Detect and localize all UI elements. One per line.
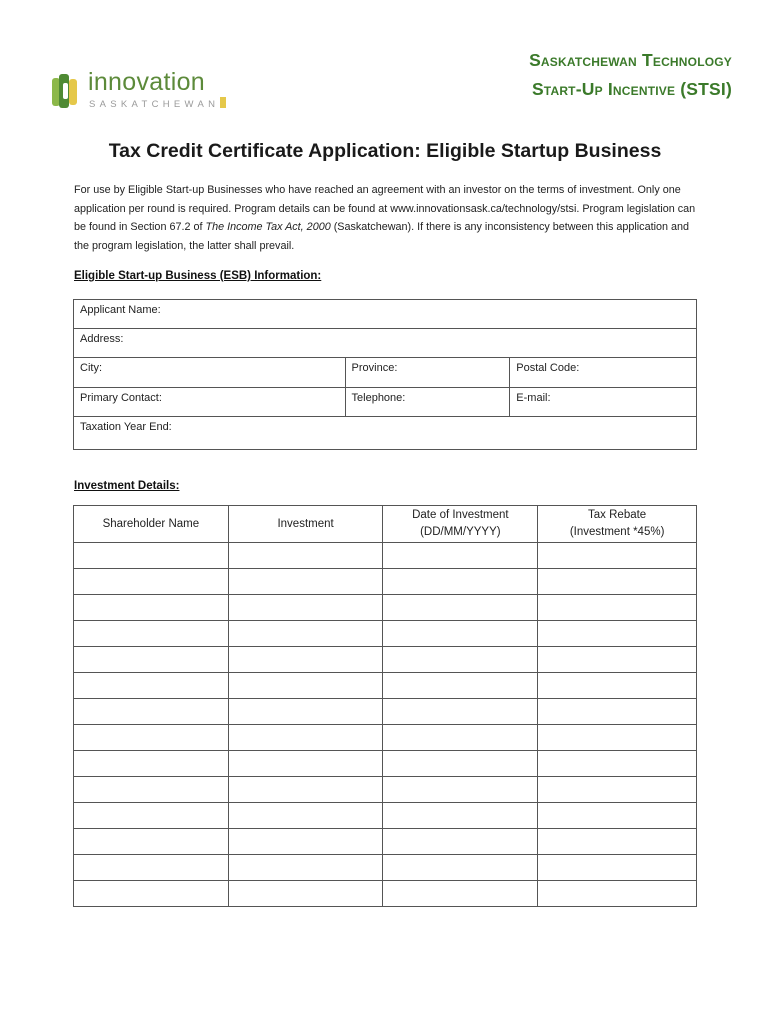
tax-rebate-cell[interactable]	[538, 881, 697, 907]
tax-rebate-cell[interactable]	[538, 829, 697, 855]
tax-rebate-cell[interactable]	[538, 595, 697, 621]
form-title: Tax Credit Certificate Application: Eligible Startup Business	[108, 140, 662, 162]
tax-rebate-cell[interactable]	[538, 543, 697, 569]
program-title	[529, 46, 732, 104]
shareholder-name-cell[interactable]	[74, 777, 229, 803]
investment-cell[interactable]	[228, 777, 383, 803]
applicant-name-field[interactable]: Applicant Name:	[74, 300, 697, 329]
investment-row	[74, 569, 697, 595]
investment-cell[interactable]	[228, 829, 383, 855]
shareholder-name-cell[interactable]	[74, 647, 229, 673]
investment-cell[interactable]	[228, 673, 383, 699]
tax-rebate-cell[interactable]	[538, 803, 697, 829]
shareholder-name-cell[interactable]	[74, 881, 229, 907]
tax-rebate-cell[interactable]	[538, 751, 697, 777]
postal-code-field[interactable]: Postal Code:	[510, 358, 697, 388]
col-investment: Investment	[228, 506, 383, 543]
email-field[interactable]: E-mail:	[510, 388, 697, 417]
intro-paragraph: For use by Eligible Start-up Businesses who have reached an agreement with an investor on the terms of investment. Only one application per round is required. Program details can be found at www.innovationsask.ca/technology/stsi. Program legislation can be found in Section 67.2 of The Income Tax Act, 2000 (Saskatchewan). If there is any inconsistency between this application and the program legislation, the latter shall prevail.	[74, 184, 696, 252]
date-cell[interactable]	[383, 569, 538, 595]
investment-cell[interactable]	[228, 725, 383, 751]
logo-wordmark: innovation	[88, 68, 205, 96]
date-cell[interactable]	[383, 777, 538, 803]
investment-table	[73, 505, 697, 907]
investment-cell[interactable]	[228, 569, 383, 595]
tax-rebate-cell[interactable]	[538, 673, 697, 699]
tax-rebate-cell[interactable]	[538, 647, 697, 673]
city-field[interactable]: City:	[74, 358, 346, 388]
investment-cell[interactable]	[228, 621, 383, 647]
investment-cell[interactable]	[228, 881, 383, 907]
investment-cell[interactable]	[228, 595, 383, 621]
date-cell[interactable]	[383, 673, 538, 699]
investment-row	[74, 621, 697, 647]
investment-row	[74, 647, 697, 673]
logo-subtitle: SASKATCHEWAN	[89, 97, 226, 110]
telephone-field[interactable]: Telephone:	[345, 388, 510, 417]
investment-row	[74, 595, 697, 621]
tax-rebate-cell[interactable]	[538, 855, 697, 881]
taxation-year-end-field[interactable]: Taxation Year End:	[74, 417, 697, 450]
tax-rebate-cell[interactable]	[538, 725, 697, 751]
date-cell[interactable]	[383, 881, 538, 907]
investment-row	[74, 777, 697, 803]
investment-cell[interactable]	[228, 803, 383, 829]
shareholder-name-cell[interactable]	[74, 621, 229, 647]
shareholder-name-cell[interactable]	[74, 855, 229, 881]
investment-cell[interactable]	[228, 543, 383, 569]
shareholder-name-cell[interactable]	[74, 699, 229, 725]
investment-row	[74, 699, 697, 725]
tax-rebate-cell[interactable]	[538, 699, 697, 725]
shareholder-name-cell[interactable]	[74, 543, 229, 569]
shareholder-name-cell[interactable]	[74, 829, 229, 855]
investment-row	[74, 543, 697, 569]
date-cell[interactable]	[383, 751, 538, 777]
col-shareholder-name: Shareholder Name	[74, 506, 229, 543]
shareholder-name-cell[interactable]	[74, 751, 229, 777]
tax-rebate-cell[interactable]	[538, 569, 697, 595]
innovation-saskatchewan-logo	[52, 68, 252, 112]
shareholder-name-cell[interactable]	[74, 595, 229, 621]
investment-row	[74, 725, 697, 751]
date-cell[interactable]	[383, 803, 538, 829]
esb-info-table	[73, 299, 697, 450]
investment-row	[74, 751, 697, 777]
investment-row	[74, 855, 697, 881]
investment-row	[74, 673, 697, 699]
date-cell[interactable]	[383, 855, 538, 881]
tax-rebate-cell[interactable]	[538, 621, 697, 647]
program-title-line2: Start-Up Incentive (STSI)	[531, 79, 732, 99]
date-cell[interactable]	[383, 595, 538, 621]
col-date-of-investment: Date of Investment (DD/MM/YYYY)	[383, 506, 538, 543]
investment-cell[interactable]	[228, 751, 383, 777]
investment-row	[74, 829, 697, 855]
tax-rebate-cell[interactable]	[538, 777, 697, 803]
date-cell[interactable]	[383, 647, 538, 673]
investment-heading: Investment Details:	[74, 480, 180, 492]
investment-row	[74, 881, 697, 907]
investment-cell[interactable]	[228, 699, 383, 725]
primary-contact-field[interactable]: Primary Contact:	[74, 388, 346, 417]
shareholder-name-cell[interactable]	[74, 673, 229, 699]
esb-heading: Eligible Start-up Business (ESB) Information:	[74, 270, 322, 282]
shareholder-name-cell[interactable]	[74, 803, 229, 829]
logo-accent-icon	[220, 97, 226, 108]
logo-mark-icon	[52, 74, 84, 108]
col-tax-rebate: Tax Rebate (Investment *45%)	[538, 506, 697, 543]
program-title-line1: Saskatchewan Technology	[529, 50, 732, 70]
date-cell[interactable]	[383, 829, 538, 855]
date-cell[interactable]	[383, 543, 538, 569]
date-cell[interactable]	[383, 699, 538, 725]
investment-row	[74, 803, 697, 829]
investment-cell[interactable]	[228, 647, 383, 673]
shareholder-name-cell[interactable]	[74, 569, 229, 595]
date-cell[interactable]	[383, 725, 538, 751]
act-name: The Income Tax Act, 2000	[205, 221, 331, 234]
province-field[interactable]: Province:	[345, 358, 510, 388]
address-field[interactable]: Address:	[74, 329, 697, 358]
investment-cell[interactable]	[228, 855, 383, 881]
date-cell[interactable]	[383, 621, 538, 647]
shareholder-name-cell[interactable]	[74, 725, 229, 751]
